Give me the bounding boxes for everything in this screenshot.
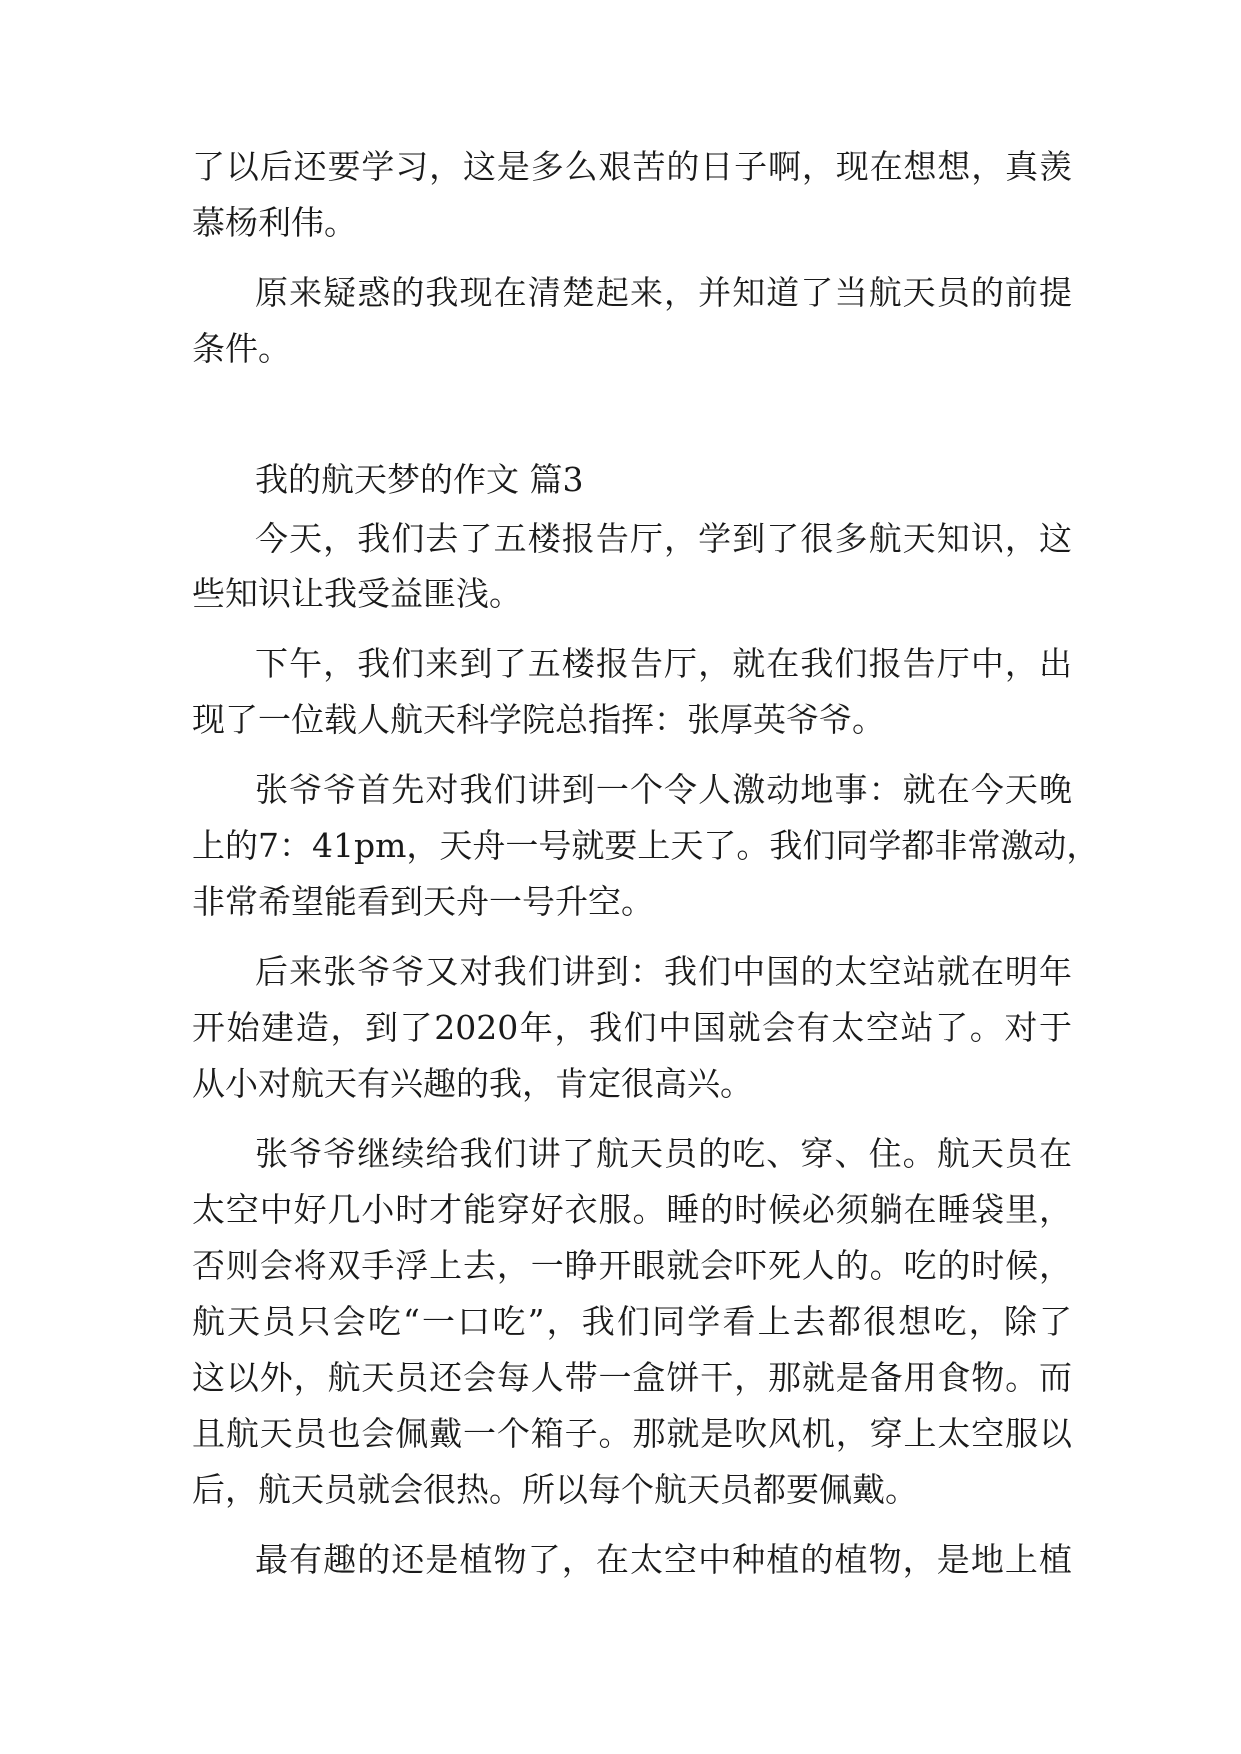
body-text-line: 后来张爷爷又对我们讲到：我们中国的太空站就在明年 (255, 952, 1072, 991)
body-text-line: 些知识让我受益匪浅。 (192, 574, 522, 613)
body-text-line: 条件。 (192, 329, 291, 368)
body-text-line: 张爷爷继续给我们讲了航天员的吃、穿、住。航天员在 (255, 1134, 1072, 1173)
body-text-line: 张爷爷首先对我们讲到一个令人激动地事：就在今天晚 (255, 770, 1072, 809)
body-text-line: 开始建造，到了2020年，我们中国就会有太空站了。对于 (192, 1008, 1072, 1047)
body-text-line: 航天员只会吃“一口吃”，我们同学看上去都很想吃，除了 (192, 1302, 1072, 1341)
body-text-line: 且航天员也会佩戴一个箱子。那就是吹风机，穿上太空服以 (192, 1414, 1072, 1453)
body-text-line: 否则会将双手浮上去，一睁开眼就会吓死人的。吃的时候， (192, 1246, 1072, 1285)
body-text-line: 慕杨利伟。 (192, 203, 357, 242)
body-text-line: 后，航天员就会很热。所以每个航天员都要佩戴。 (192, 1470, 918, 1509)
section-heading: 我的航天梦的作文 篇3 (255, 460, 584, 499)
body-text-line: 太空中好几小时才能穿好衣服。睡的时候必须躺在睡袋里， (192, 1190, 1072, 1229)
body-text-line: 下午，我们来到了五楼报告厅，就在我们报告厅中，出 (255, 644, 1072, 683)
body-text-line: 现了一位载人航天科学院总指挥：张厚英爷爷。 (192, 700, 885, 739)
body-text-line: 这以外，航天员还会每人带一盒饼干，那就是备用食物。而 (192, 1358, 1072, 1397)
body-text-line: 从小对航天有兴趣的我，肯定很高兴。 (192, 1064, 753, 1103)
body-text-line: 了以后还要学习，这是多么艰苦的日子啊，现在想想，真羡 (192, 147, 1072, 186)
body-text-line: 非常希望能看到天舟一号升空。 (192, 882, 654, 921)
body-text-line: 上的7：41pm，天舟一号就要上天了。我们同学都非常激动， (192, 826, 1100, 865)
body-text-line: 原来疑惑的我现在清楚起来，并知道了当航天员的前提 (255, 273, 1072, 312)
body-text-line: 今天，我们去了五楼报告厅，学到了很多航天知识，这 (255, 519, 1072, 558)
body-text-line: 最有趣的还是植物了，在太空中种植的植物，是地上植 (255, 1540, 1072, 1579)
